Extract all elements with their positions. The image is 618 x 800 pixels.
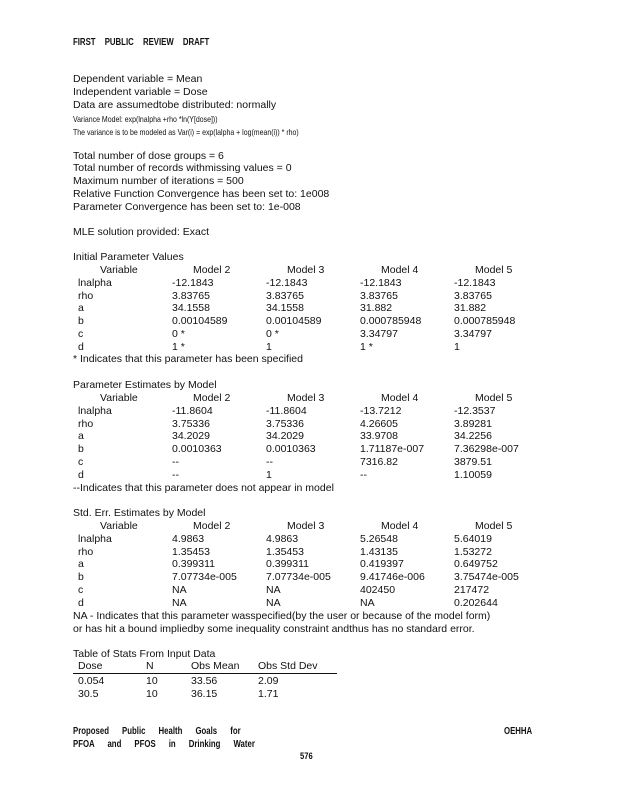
stats-header-rule xyxy=(73,673,337,674)
dose-groups: Total number of dose groups = 6 xyxy=(73,150,224,162)
stderr-note-1: NA - Indicates that this parameter wasspecified(by the user or because of the model form) xyxy=(73,610,491,622)
distribution-text: Data are assumedtobe distributed: normally xyxy=(73,99,277,111)
col-n: N xyxy=(146,660,154,672)
col-model-3: Model 3 xyxy=(287,520,325,532)
variance-model: Variance Model: exp(lnalpha +rho *ln(Y[dose])) xyxy=(73,114,218,124)
col-variable: Variable xyxy=(100,264,138,276)
col-model-5: Model 5 xyxy=(475,520,513,532)
col-model-5: Model 5 xyxy=(475,264,513,276)
stderr-note-2: or has hit a bound impliedby some inequality constraint andthus has no standard error. xyxy=(73,623,475,635)
stats-title: Table of Stats From Input Data xyxy=(73,648,216,660)
independent-variable: Independent variable = Dose xyxy=(73,86,208,98)
col-obs-std-dev: Obs Std Dev xyxy=(258,660,318,672)
col-model-2: Model 2 xyxy=(193,264,231,276)
page-number: 576 xyxy=(300,751,313,762)
initial-note: * Indicates that this parameter has been specified xyxy=(73,353,303,365)
col-model-4: Model 4 xyxy=(381,264,419,276)
col-variable: Variable xyxy=(100,392,138,404)
max-iterations: Maximum number of iterations = 500 xyxy=(73,175,244,187)
missing-records: Total number of records withmissing values = 0 xyxy=(73,162,292,174)
mle-solution: MLE solution provided: Exact xyxy=(73,226,209,238)
col-dose: Dose xyxy=(78,660,103,672)
estimates-title: Parameter Estimates by Model xyxy=(73,379,217,391)
variance-note: The variance is to be modeled as Var(i) = exp(lalpha + log(mean(i)) * rho) xyxy=(73,127,299,137)
col-variable: Variable xyxy=(100,520,138,532)
col-model-5: Model 5 xyxy=(475,392,513,404)
estimates-note: --Indicates that this parameter does not appear in model xyxy=(73,482,334,494)
col-model-4: Model 4 xyxy=(381,520,419,532)
footer-line-1: Proposed Public Health Goals for xyxy=(73,726,241,737)
stderr-title: Std. Err. Estimates by Model xyxy=(73,507,206,519)
col-model-3: Model 3 xyxy=(287,264,325,276)
col-model-4: Model 4 xyxy=(381,392,419,404)
parameter-convergence: Parameter Convergence has been set to: 1e-008 xyxy=(73,201,301,213)
initial-title: Initial Parameter Values xyxy=(73,251,184,263)
draft-header: FIRST PUBLIC REVIEW DRAFT xyxy=(73,37,210,48)
col-obs-mean: Obs Mean xyxy=(191,660,240,672)
dependent-variable: Dependent variable = Mean xyxy=(73,73,203,85)
col-model-3: Model 3 xyxy=(287,392,325,404)
col-model-2: Model 2 xyxy=(193,520,231,532)
relative-convergence: Relative Function Convergence has been set to: 1e008 xyxy=(73,188,330,200)
footer-org: OEHHA xyxy=(504,726,533,737)
footer-line-2: PFOA and PFOS in Drinking Water xyxy=(73,739,255,750)
col-model-2: Model 2 xyxy=(193,392,231,404)
